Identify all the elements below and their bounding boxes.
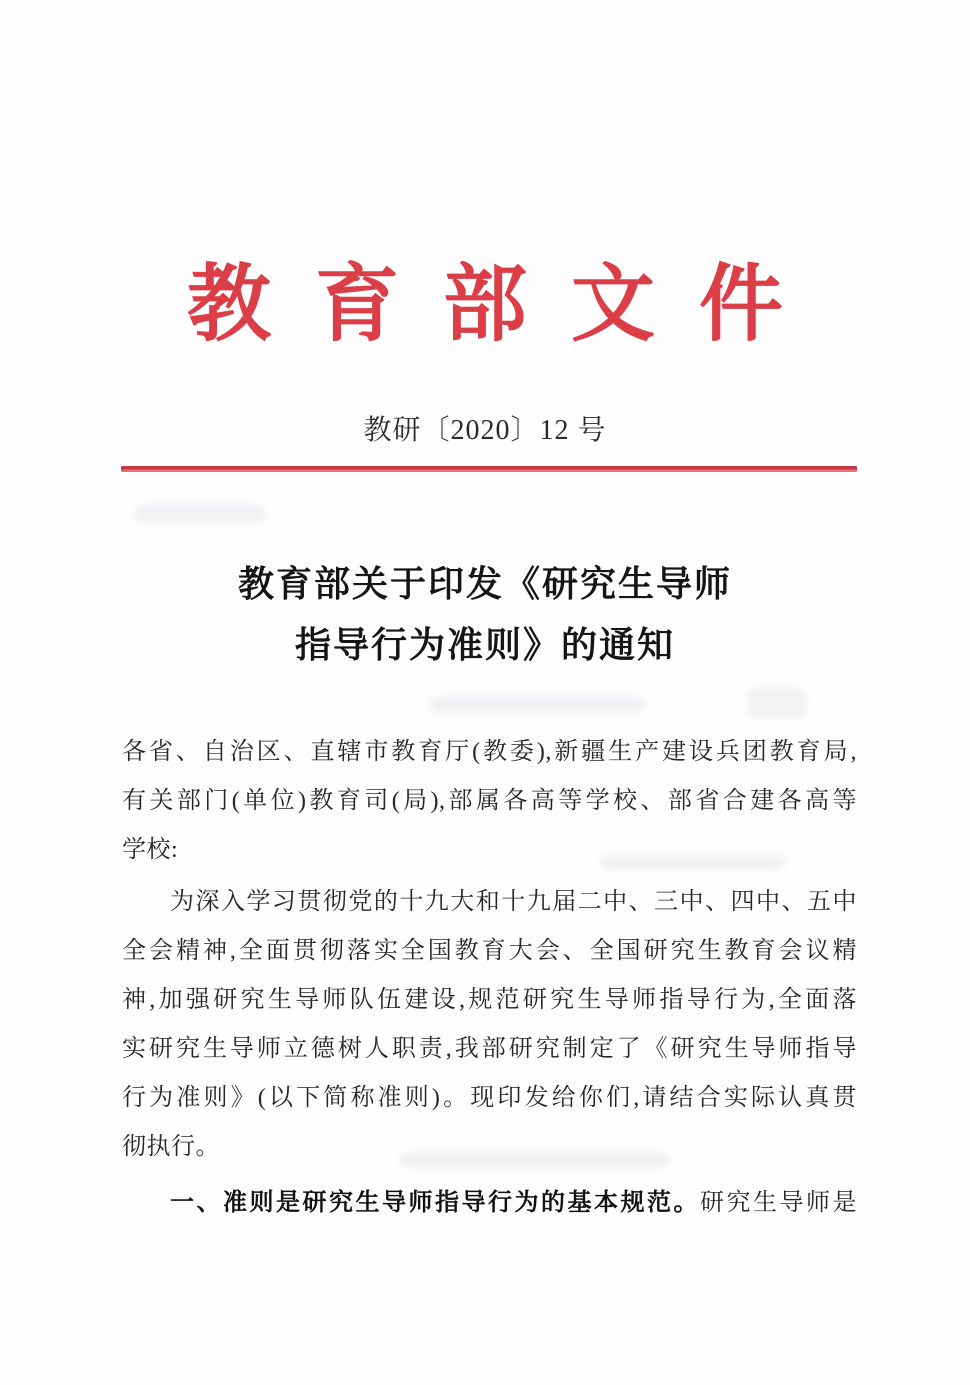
- scan-artifact: [748, 688, 806, 718]
- salutation-line-1: 各省、自治区、直辖市教育厅(教委),新疆生产建设兵团教育局,: [122, 739, 857, 765]
- org-header-title: 教育部文件: [186, 259, 827, 352]
- doc-title-line-2: 指导行为准则》的通知: [294, 625, 675, 665]
- body-paragraph-2: [122, 1178, 857, 1228]
- scan-artifact: [600, 855, 785, 869]
- body-paragraph-1: [122, 878, 857, 1172]
- doc-title-line-1: 教育部关于印发《研究生导师: [237, 564, 732, 604]
- body-line: 实研究生导师立德树人职责,我部研究制定了《研究生导师指导: [122, 1036, 857, 1062]
- salutation-block: [122, 728, 857, 875]
- scan-artifact: [400, 1153, 670, 1167]
- salutation-line-3: 学校:: [122, 837, 179, 863]
- body-line: 全会精神,全面贯彻落实全国教育大会、全国研究生教育会议精: [122, 938, 857, 964]
- body-line: 彻执行。: [122, 1134, 220, 1160]
- doc-number: 教研〔2020〕12 号: [363, 415, 607, 446]
- body-continuation-text: 研究生导师是: [700, 1190, 857, 1216]
- body-line: 神,加强研究生导师队伍建设,规范研究生导师指导行为,全面落: [122, 987, 857, 1013]
- salutation-line-2: 有关部门(单位)教育司(局),部属各高等学校、部省合建各高等: [122, 788, 857, 814]
- body-line: 为深入学习贯彻党的十九大和十九届二中、三中、四中、五中: [170, 889, 857, 915]
- doc-title: [0, 554, 970, 676]
- red-divider-rule: [121, 466, 857, 472]
- body-line: 行为准则》(以下简称准则)。现印发给你们,请结合实际认真贯: [122, 1085, 857, 1111]
- bold-lead-text: 一、准则是研究生导师指导行为的基本规范。: [170, 1189, 700, 1216]
- body-line: [122, 1178, 857, 1228]
- scan-artifact: [430, 697, 645, 713]
- scan-artifact: [135, 505, 265, 523]
